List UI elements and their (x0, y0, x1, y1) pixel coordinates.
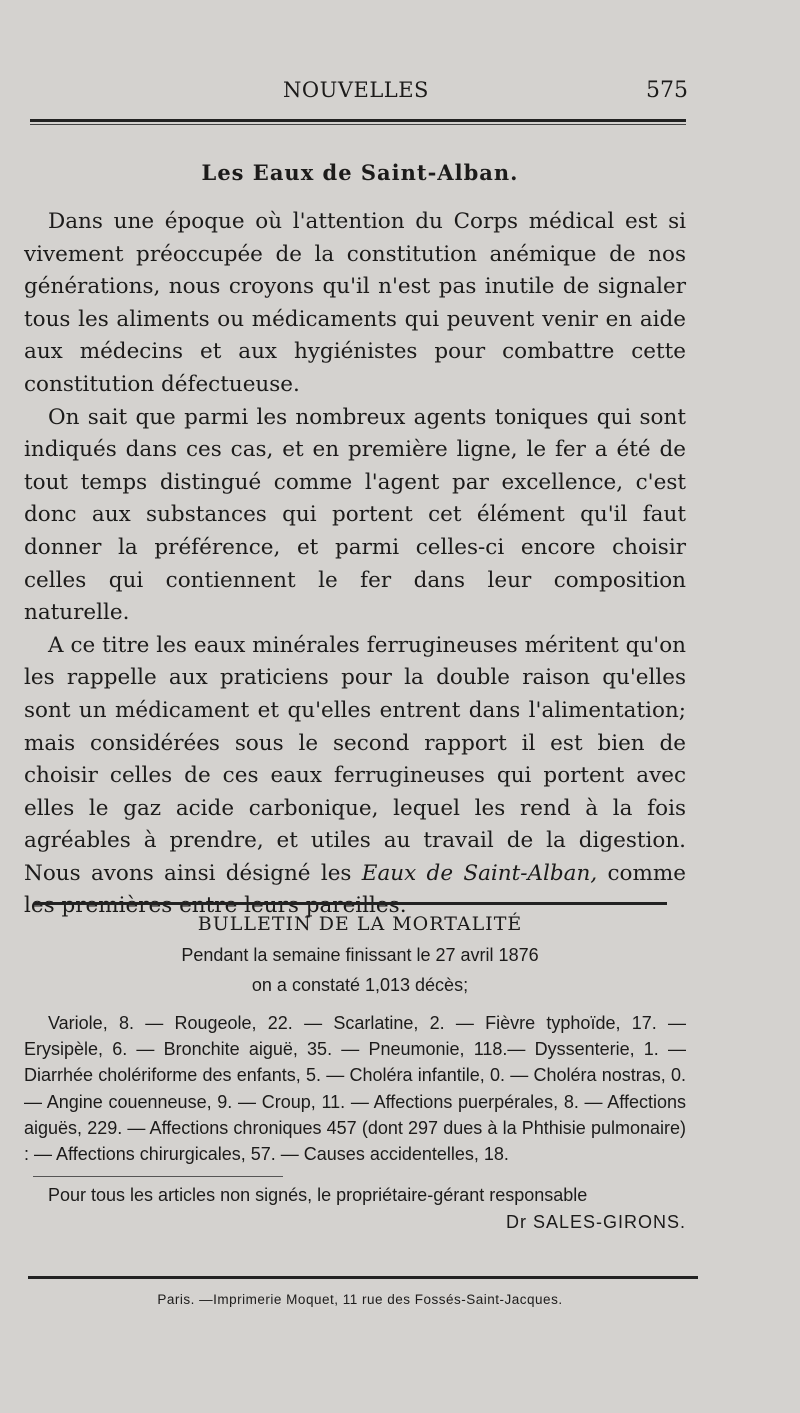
article-title: Les Eaux de Saint-Alban. (201, 160, 519, 185)
header-rule-thin (30, 124, 686, 125)
bulletin-line-2: on a constaté 1,013 décès; (251, 975, 469, 995)
signature: Dr SALES-GIRONS. (505, 1212, 686, 1232)
header-rule (30, 119, 686, 122)
paragraph-3-text-a: A ce titre les eaux minérales ferrugineuses méritent qu'on les rappelle aux praticiens pour la double raison qu'elles sont un médicament et qu'elles entrent dans l'alimentation; mais considérées sous le second rapport il est bien de choisir celles de ces eaux ferrugineuses qui portent avec elles le gaz acide carbonique, lequel les rend à la fois agréables à prendre, et utiles au travail de la digestion. Nous avons ainsi désigné les (24, 632, 686, 886)
paragraph-1: Dans une époque où l'attention du Corps médical est si vivement préoccupée de la constitution anémique de nos générations, nous croyons qu'il n'est pas inutile de signaler tous les aliments ou médicaments qui peuvent venir en aide aux médecins et aux hygiénistes pour combattre cette constitution défectueuse. (24, 209, 686, 397)
printer-imprint: Paris. —Imprimerie Moquet, 11 rue des Fossés-Saint-Jacques. (157, 1292, 563, 1307)
paragraph-2: On sait que parmi les nombreux agents toniques qui sont indiqués dans ces cas, et en première ligne, le fer a été de tout temps distingué comme l'agent par excellence, c'est donc aux substances qui portent cet élément qu'il faut donner la préférence, et parmi celles-ci encore choisir celles qui contiennent le fer dans leur composition naturelle. (24, 404, 686, 626)
footer-rule (28, 1276, 698, 1279)
paragraph-3-emphasis: Eaux de Saint-Alban, (361, 860, 598, 886)
page-number: 575 (646, 78, 688, 103)
mortality-stats-text: Variole, 8. — Rougeole, 22. — Scarlatine, 2. — Fièvre typhoïde, 17. — Erysipèle, 6. — Bronchite aiguë, 35. — Pneumonie, 118.— Dyssenterie, 1. — Diarrhée cholériforme des enfants, 5. — Choléra infantile, 0. — Choléra nostras, 0. — Angine couenneuse, 9. — Croup, 11. — Affections puerpérales, 8. — Affections aiguës, 229. — Affections chroniques 457 (dont 297 dues à la Phthisie pulmonaire) : — Affections chirurgicales, 57. — Causes accidentelles, 18. (24, 1013, 686, 1165)
section-rule (34, 902, 667, 905)
running-header (24, 78, 688, 108)
article-body (24, 206, 686, 923)
running-title: NOUVELLES (283, 78, 429, 102)
paragraph-3-text-b: comme les premières entre leurs pareilles. (24, 860, 686, 919)
bulletin-line-1: Pendant la semaine finissant le 27 avril 1876 (181, 945, 539, 965)
bulletin-title: BULLETIN DE LA MORTALITÉ (197, 913, 523, 935)
footnote-rule (33, 1176, 283, 1177)
paragraph-3 (24, 630, 686, 923)
footnote: Pour tous les articles non signés, le propriétaire-gérant responsable (48, 1185, 588, 1205)
mortality-stats (24, 1010, 686, 1167)
